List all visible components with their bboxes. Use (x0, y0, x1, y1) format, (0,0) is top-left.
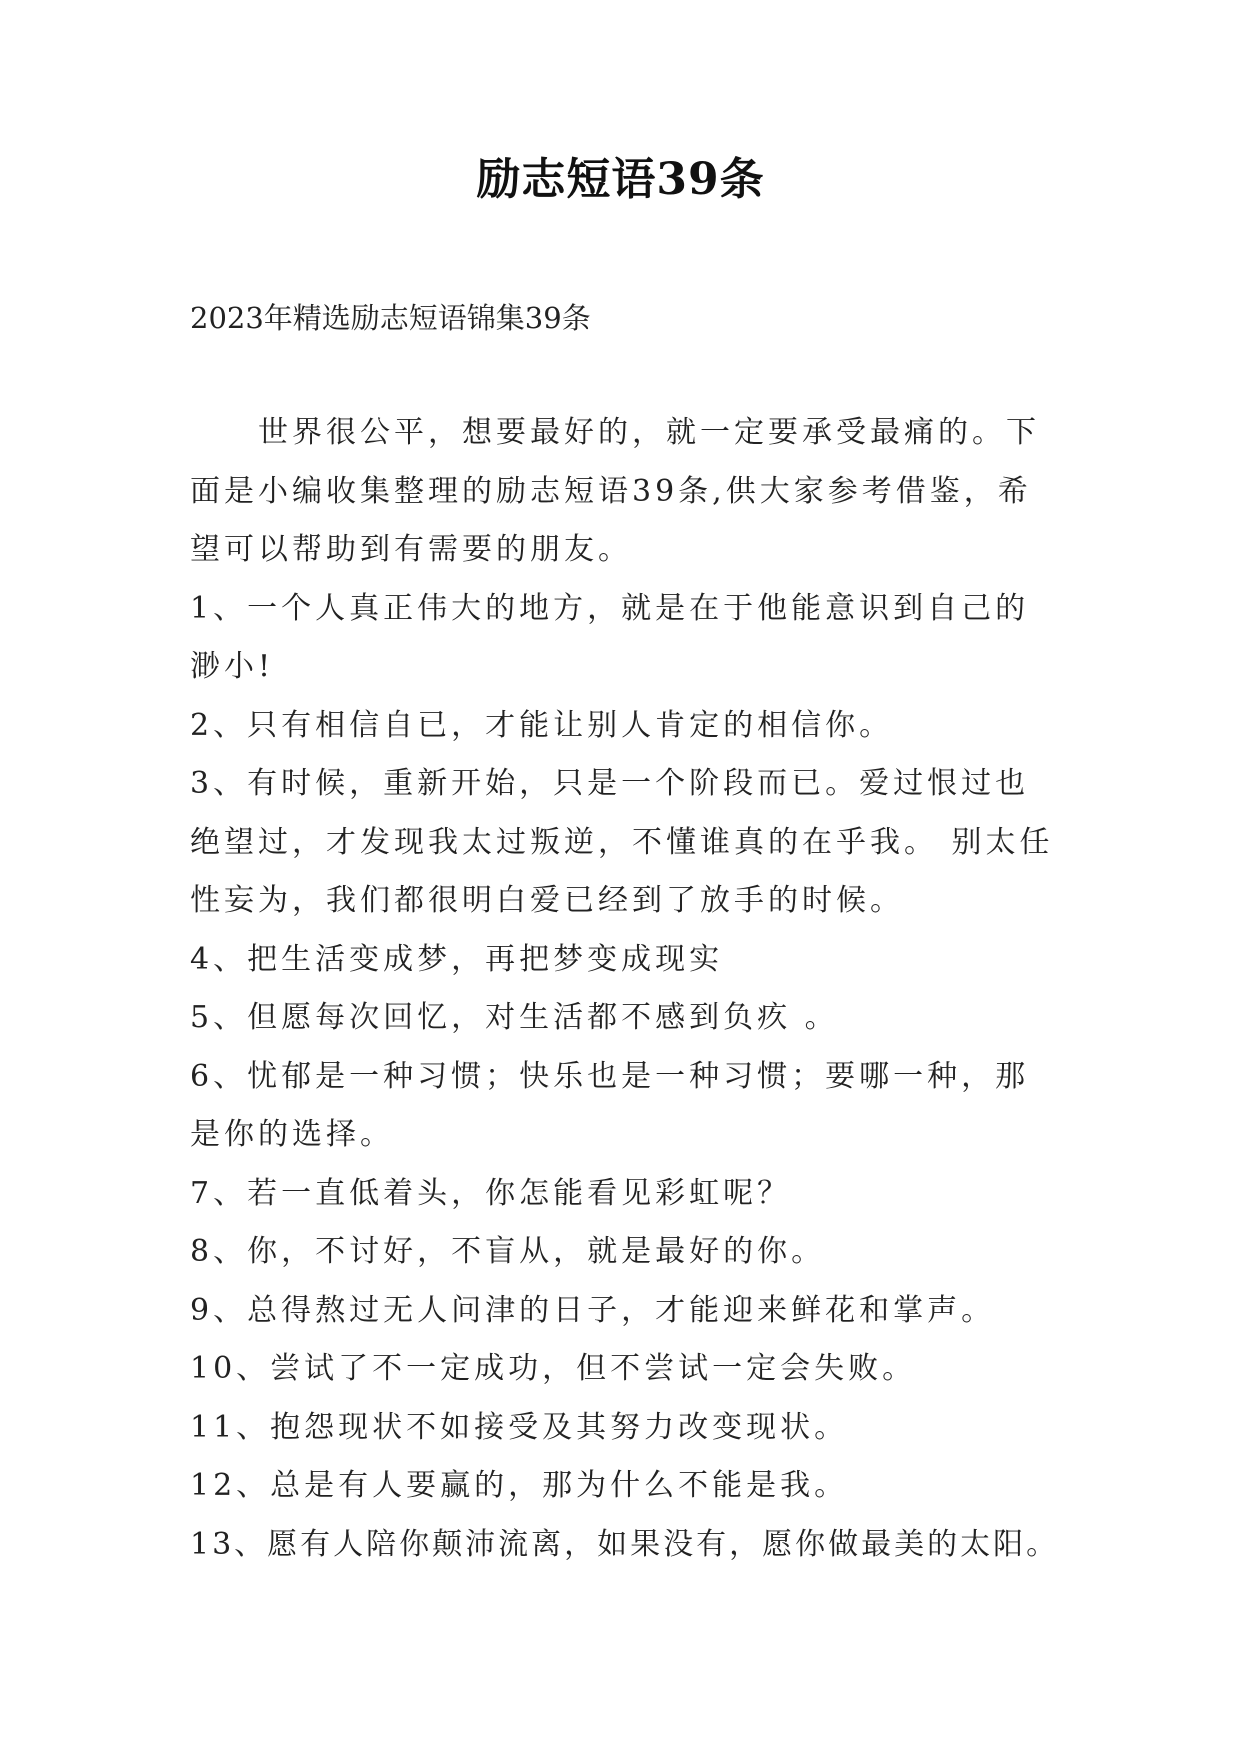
list-item-11: 11、抱怨现状不如接受及其努力改变现状。 (190, 1409, 849, 1445)
list-item-3: 3、有时候，重新开始，只是一个阶段而已。爱过恨过也绝望过，才发现我太过叛逆，不懂谁真的在乎我。 别太任性妄为，我们都很明白爱已经到了放手的时候。 (190, 766, 1054, 918)
list-item-10: 10、尝试了不一定成功，但不尝试一定会失败。 (190, 1351, 917, 1386)
list-item-4: 4、把生活变成梦，再把梦变成现实 (190, 941, 724, 977)
list-item-13: 13、愿有人陪你颠沛流离，如果没有，愿你做最美的太阳。 (190, 1526, 1060, 1562)
list-item-12: 12、总是有人要赢的，那为什么不能是我。 (190, 1468, 849, 1503)
intro-paragraph: 世界很公平，想要最好的，就一定要承受最痛的。下面是小编收集整理的励志短语39条,供大家参考借鉴，希望可以帮助到有需要的朋友。 (190, 415, 1040, 567)
list-item-2: 2、只有相信自已，才能让别人肯定的相信你。 (190, 707, 894, 743)
list-item-6: 6、忧郁是一种习惯；快乐也是一种习惯；要哪一种，那是你的选择。 (190, 1058, 1030, 1152)
list-item-1: 1、一个人真正伟大的地方，就是在于他能意识到自己的渺小! (190, 590, 1030, 684)
document-subtitle: 2023年精选励志短语锦集39条 (190, 301, 591, 335)
document-title: 励志短语39条 (476, 154, 765, 205)
list-item-9: 9、总得熬过无人问津的日子，才能迎来鲜花和掌声。 (190, 1292, 996, 1328)
list-item-7: 7、若一直低着头，你怎能看见彩虹呢？ (190, 1175, 792, 1211)
document-body (190, 404, 1060, 1574)
list-item-5: 5、但愿每次回忆，对生活都不感到负疚 。 (190, 1000, 839, 1035)
list-item-8: 8、你，不讨好，不盲从，就是最好的你。 (190, 1234, 826, 1269)
